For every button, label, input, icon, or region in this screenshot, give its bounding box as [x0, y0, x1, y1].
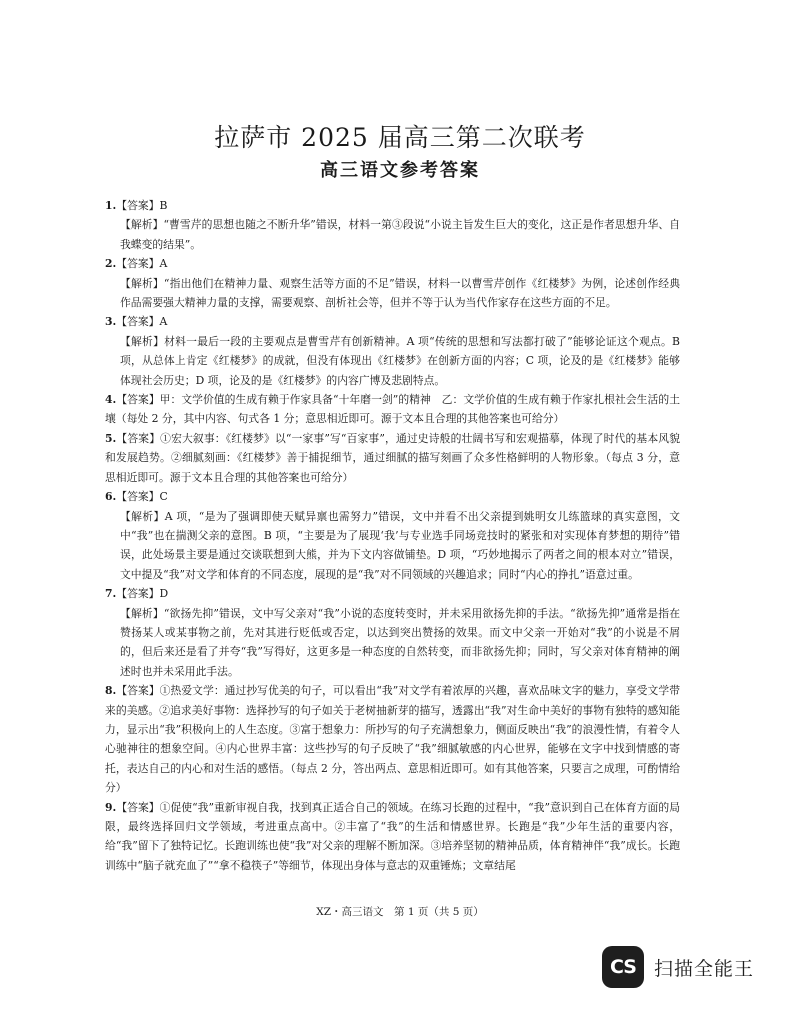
answer-item-7 — [105, 584, 680, 681]
camscanner-logo-icon: CS — [602, 946, 644, 988]
answer-item-6 — [105, 487, 680, 584]
answer-text: 【答案】C — [116, 490, 168, 504]
item-number: 9. — [105, 800, 117, 814]
answer-item-5 — [105, 429, 680, 487]
analysis-text: 【解析】材料一最后一段的主要观点是曹雪芹有创新精神。A 项“传统的思想和写法都打破了”能够论证这个观点。B 项，从总体上肯定《红楼梦》的成就，但没有体现出《红楼梦》在创新方面的内容；C 项，论及的是《红楼梦》能够体现社会历史；D 项，论及的是《红楼梦》的内容广博及悲剧特点。 — [120, 334, 680, 387]
analysis-text: 【解析】“曹雪芹的思想也随之不断升华”错误，材料一第③段说“小说主旨发生巨大的变化，这正是作者思想升华、自我蝶变的结果”。 — [120, 218, 680, 251]
analysis-text: 【解析】“指出他们在精神力量、观察生活等方面的不足”错误，材料一以曹雪芹创作《红楼梦》为例，论述创作经典作品需要强大精神力量的支撑，需要观察、剖析社会等，但并不等于认为当代作家存在这些方面的不足。 — [120, 276, 680, 310]
answer-text: 【答案】A — [116, 257, 168, 271]
answer-text: 【答案】①促使“我”重新审视自我，找到真正适合自己的领域。在练习长跑的过程中，“我”意识到自己在体育方面的局限，最终选择回归文学领域，考进重点高中。②丰富了“我”的生活和情感世界。长跑是“我”少年生活的重要内容，给“我”留下了独特记忆。长跑训练也使“我”对父亲的理解不断加深。③培养坚韧的精神品质，体育精神伴“我”成长。长跑训练中“脑子就充血了”“拿不稳筷子”等细节，体现出身体与意志的双重锤炼；文章结尾 — [105, 800, 680, 872]
analysis-text: 【解析】“欲扬先抑”错误，文中写父亲对“我”小说的态度转变时，并未采用欲扬先抑的手法。“欲扬先抑”通常是指在赞扬某人或某事物之前，先对其进行贬低或否定，以达到突出赞扬的效果。而文中父亲一开始对“我”的小说是不屑的，但后来还是看了并夸“我”写得好，这更多是一种态度的自然转变，而非欲扬先抑；同时，写父亲对体育精神的阐述时也并未采用此手法。 — [120, 606, 680, 678]
answer-item-1 — [105, 196, 680, 254]
answer-item-9 — [105, 798, 680, 876]
page-title: 拉萨市 2025 届高三第二次联考 — [214, 123, 586, 152]
answer-item-8 — [105, 681, 680, 797]
item-number: 1. — [105, 199, 117, 212]
answer-text: 【答案】B — [116, 199, 168, 212]
item-number: 7. — [105, 587, 117, 601]
item-number: 2. — [105, 257, 117, 271]
answer-text: 【答案】①宏大叙事：《红楼梦》以“一家事”写“百家事”，通过史诗般的壮阔书写和宏观描摹，体现了时代的基本风貌和发展趋势。②细腻刻画：《红楼梦》善于捕捉细节，通过细腻的描写刻画了众多性格鲜明的人物形象。（每点 3 分，意思相近即可。源于文本且合理的其他答案也可给分） — [105, 431, 680, 484]
watermark-text: 扫描全能王 — [654, 957, 755, 980]
page-footer: XZ・高三语文 第 1 页（共 5 页） — [316, 906, 484, 918]
item-number: 6. — [105, 490, 117, 504]
answer-list — [105, 196, 680, 875]
item-number: 8. — [105, 684, 117, 698]
item-number: 5. — [105, 431, 117, 445]
analysis-text: 【解析】A 项，“是为了强调即使天赋异禀也需努力”错误，文中并看不出父亲提到姚明女儿练篮球的真实意图，文中“我”也在揣测父亲的意图。B 项，“主要是为了展现‘我’与专业选手同场竞技时的紧张和对实现体育梦想的期待”错误，此处场景主要是通过交谈联想到大熊，并为下文内容做铺垫。D 项，“巧妙地揭示了两者之间的根本对立”错误，文中提及“我”对文学和体育的不同态度，展现的是“我”对不同领域的兴趣追求；同时“内心的挣扎”语意过重。 — [120, 509, 680, 581]
scanner-watermark — [602, 945, 754, 989]
answer-item-4 — [105, 390, 680, 429]
answer-item-3 — [105, 312, 680, 390]
answer-text: 【答案】A — [116, 315, 168, 329]
page-subtitle: 高三语文参考答案 — [320, 160, 480, 181]
answer-text: 【答案】D — [116, 587, 169, 601]
answer-item-2 — [105, 254, 680, 312]
answer-text: 【答案】①热爱文学：通过抄写优美的句子，可以看出“我”对文学有着浓厚的兴趣，喜欢品味文字的魅力，享受文学带来的美感。②追求美好事物：选择抄写的句子如关于老树抽新芽的描写，透露出“我”对生命中美好的事物有独特的感知能力，显示出“我”积极向上的人生态度。③富于想象力：所抄写的句子充满想象力，侧面反映出“我”的浪漫性情，有着令人心驰神往的想象空间。④内心世界丰富：这些抄写的句子反映了“我”细腻敏感的内心世界，能够在文字中找到情感的寄托，表达自己的内心和对生活的感悟。（每点 2 分，答出两点、意思相近即可。如有其他答案，只要言之成理，可酌情给分） — [105, 684, 680, 795]
answer-text: 【答案】甲：文学价值的生成有赖于作家具备“十年磨一剑”的精神 乙：文学价值的生成有赖于作家扎根社会生活的土壤（每处 2 分，其中内容、句式各 1 分；意思相近即可。源于文本且合理的其他答案也可给分） — [105, 393, 680, 426]
item-number: 3. — [105, 315, 117, 329]
item-number: 4. — [105, 393, 117, 407]
